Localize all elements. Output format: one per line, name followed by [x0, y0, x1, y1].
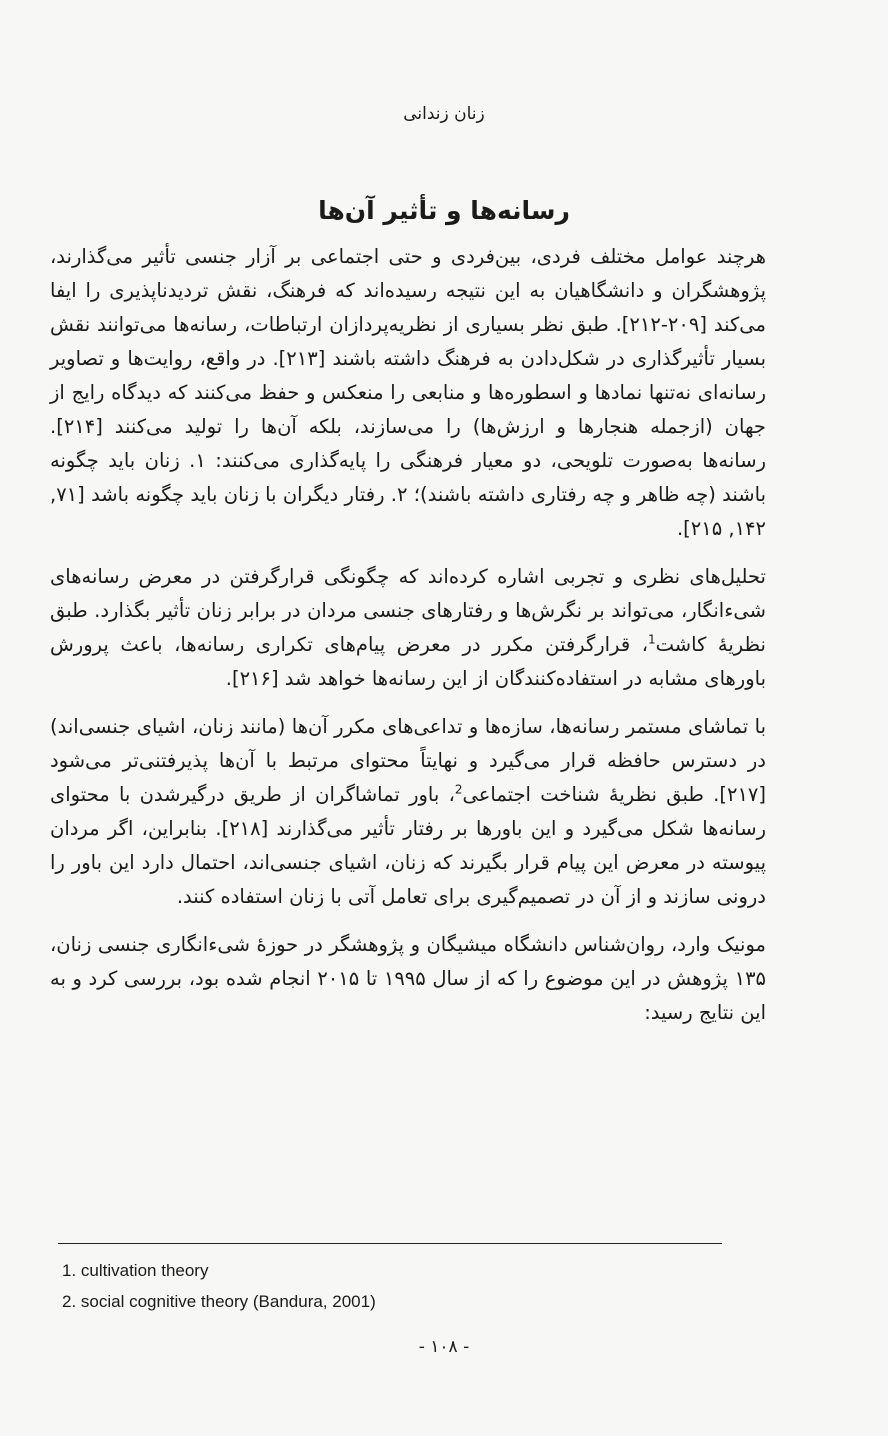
footnote-1: 1. cultivation theory: [62, 1261, 209, 1280]
footnote-2: 2. social cognitive theory (Bandura, 2001): [62, 1292, 376, 1311]
section-title: رسانه‌ها و تأثیر آن‌ها: [318, 196, 570, 225]
footnotes: [62, 1255, 762, 1317]
footnote-ref-2[interactable]: 2: [454, 782, 463, 797]
paragraph-2-part-2: ، قرارگرفتن مکرر در معرض پیام‌های تکراری رسانه‌ها، باعث پرورش باورهای مشابه در استفاده‌کنندگان از این رسانه‌ها خواهد شد [۲۱۶].: [50, 633, 766, 690]
paragraph-3-part-2: ، باور تماشاگران از طریق درگیرشدن با محتوای رسانه‌ها شکل می‌گیرد و این باورها بر رفتار تأثیر می‌گذارند [۲۱۸]. بنابراین، اگر مردان پیوسته در معرض این پیام قرار بگیرند که زنان، اشیای جنسی‌اند، احتمال دارد این باور را درونی سازند و از آن در تصمیم‌گیری برای تعامل آتی با زنان استفاده کنند.: [50, 783, 766, 908]
paragraph-3: [50, 710, 766, 914]
paragraph-2: [50, 560, 766, 696]
paragraph-3-part-1: با تماشای مستمر رسانه‌ها، سازه‌ها و تداعی‌های مکرر آن‌ها (مانند زنان، اشیای جنسی‌اند) در دسترس حافظه قرار می‌گیرد و نهایتاً محتوای مرتبط با آن‌ها پذیرفتنی‌تر می‌شود [۲۱۷]. طبق نظریهٔ شناخت اجتماعی: [50, 715, 766, 806]
page-number: - ۱۰۸ -: [418, 1337, 470, 1357]
running-head: زنان زندانی: [403, 104, 485, 124]
footnote-divider: [58, 1243, 722, 1244]
body-text: [50, 240, 766, 1044]
footnote-ref-1[interactable]: 1: [648, 632, 656, 647]
paragraph-1: هرچند عوامل مختلف فردی، بین‌فردی و حتی اجتماعی بر آزار جنسی تأثیر می‌گذارند، پژوهشگران و دانشگاهیان به این نتیجه رسیده‌اند که فرهنگ، نقش تردیدناپذیری را ایفا می‌کند [۲۰۹-۲۱۲]. طبق نظر بسیاری از نظریه‌پردازان ارتباطات، رسانه‌ها می‌توانند نقش بسیار تأثیرگذاری در شکل‌دادن به فرهنگ داشته باشند [۲۱۳]. در واقع، روایت‌ها و تصاویر رسانه‌ای نه‌تنها نمادها و اسطوره‌ها و منابعی را منعکس و حفظ می‌کنند که دیدگاه رایج از جهان (ازجمله هنجارها و ارزش‌ها) را می‌سازند، بلکه آن‌ها را تولید می‌کنند [۲۱۴]. رسانه‌ها به‌صورت تلویحی، دو معیار فرهنگی را پایه‌گذاری می‌کنند: ۱. زنان باید چگونه باشند (چه ظاهر و چه رفتاری داشته باشند)؛ ۲. رفتار دیگران با زنان باید چگونه باشد [۷۱, ۱۴۲, ۲۱۵].: [50, 245, 767, 540]
paragraph-2-part-1: تحلیل‌های نظری و تجربی اشاره کرده‌اند که چگونگی قرارگرفتن در معرض رسانه‌های شیءانگار، می‌تواند بر نگرش‌ها و رفتارهای جنسی مردان در برابر زنان تأثیر بگذارد. طبق نظریهٔ کاشت: [50, 565, 766, 656]
paragraph-4: مونیک وارد، روان‌شناس دانشگاه میشیگان و پژوهشگر در حوزهٔ شیءانگاری جنسی زنان، ۱۳۵ پژوهش در این موضوع را که از سال ۱۹۹۵ تا ۲۰۱۵ انجام شده بود، بررسی کرد و به این نتایج رسید:: [50, 933, 767, 1024]
